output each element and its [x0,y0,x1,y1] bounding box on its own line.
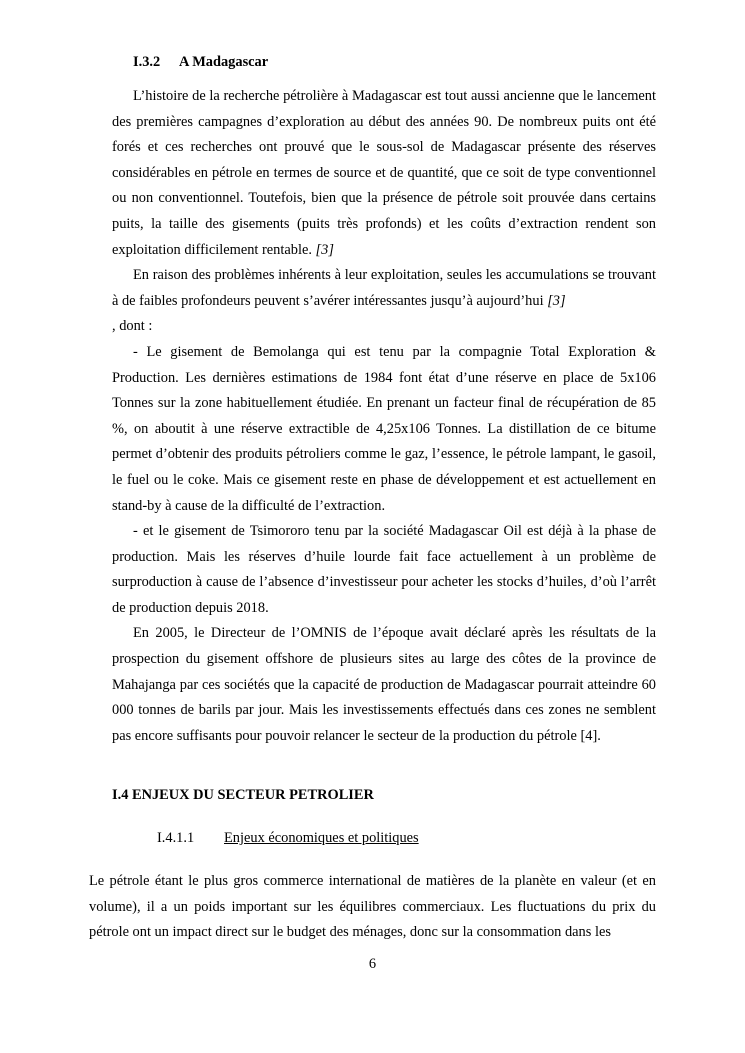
page-number: 6 [368,956,377,972]
subsection-body [89,869,656,946]
paragraph-economic: Le pétrole étant le plus gros commerce international de matières de la planète en valeur (et en volume), il a un poids important sur les équilibres commerciaux. Les fluctuations du prix du pétrole ont un impact direct sur le budget des ménages, donc sur la consommation dans les [89,873,656,941]
citation-ref: [3] [547,292,566,309]
paragraph-history: L’histoire de la recherche pétrolière à Madagascar est tout aussi ancienne que le lancement des premières campagnes d’exploration au début des années 90. De nombreux puits ont été forés et ces recherches ont prouvé que le sous-sol de Madagascar présente des réserves considérables en pétrole en termes de source et de quantité, que ce soit de type conventionnel ou non conventionnel. Toutefois, bien que la présence de pétrole soit prouvée dans certains puits, la taille des gisements (puits très profonds) et les coûts d’extraction rendent son exploitation difficilement rentable. [3] [112,88,656,258]
citation-ref: [3] [315,241,334,258]
section-title: A Madagascar [179,54,269,70]
paragraph-accumulations: En raison des problèmes inhérents à leur exploitation, seules les accumulations se trouvant à de faibles profondeurs peuvent s’avérer intéressantes jusqu’à aujourd’hui [3] [112,267,656,309]
paragraph-omnis: En 2005, le Directeur de l’OMNIS de l’époque avait déclaré après les résultats de la prospection du gisement offshore de plusieurs sites au large des côtes de la province de Mahajanga par ces sociétés que la capacité de production de Madagascar pourrait atteindre 60 000 tonnes de barils par jour. Mais les investissements effectués dans ces zones ne semblent pas encore suffisants pour pouvoir relancer le secteur de la production du pétrole [4]. [112,625,656,744]
subsection-title: Enjeux économiques et politiques [224,830,419,846]
subsection-heading-i-4-1-1 [157,830,419,847]
section-heading-i-3-2 [133,54,268,71]
paragraph-tsimororo: - et le gisement de Tsimororo tenu par la société Madagascar Oil est déjà à la phase de production. Mais les réserves d’huile lourde fait face actuellement à un problème de surproduction à cause de l’absence d’investisseur pour acheter les stocks d’huiles, d’où l’arrêt de production depuis 2018. [112,523,656,616]
subsection-number: I.4.1.1 [157,830,195,846]
section-number: I.3.2 [133,54,161,70]
section-body [112,84,656,749]
paragraph-bemolanga: - Le gisement de Bemolanga qui est tenu par la compagnie Total Exploration & Production. Les dernières estimations de 1984 font état d’une réserve en place de 5x106 Tonnes sur la zone habituellement étudiée. En prenant un facteur final de récupération de 85 %, on aboutit à une réserve extractible de 4,25x106 Tonnes. La distillation de ce bitume permet d’obtenir des produits pétroliers comme le gaz, l’essence, le pétrole lampant, le gasoil, le fuel ou le coke. Mais ce gisement reste en phase de développement et est actuellement en stand-by à cause de la difficulté de l’extraction. [112,343,656,514]
section-heading-i-4: I.4 ENJEUX DU SECTEUR PETROLIER [112,787,374,803]
paragraph-dont: , dont : [112,318,153,335]
